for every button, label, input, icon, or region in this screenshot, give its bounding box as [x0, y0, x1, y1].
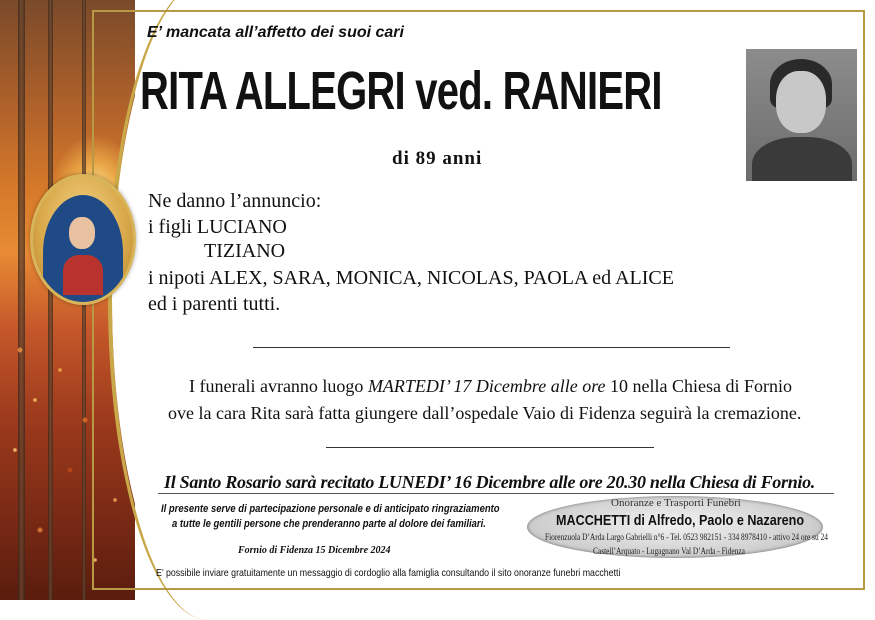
announcement-line: ed i parenti tutti.	[148, 293, 281, 315]
divider	[253, 347, 730, 348]
undertaker-header: Onoranze e Trasporti Funebri	[611, 497, 741, 509]
thanks-line: Il presente serve di partecipazione personale e di anticipato ringraziamento	[161, 503, 500, 515]
madonna-robe	[63, 255, 103, 295]
madonna-icon	[30, 174, 136, 305]
place-date: Fornio di Fidenza 15 Dicembre 2024	[238, 545, 391, 556]
divider	[326, 447, 654, 448]
undertaker-address: Fiorenzuola D’Arda Largo Gabrielli n°6 - Tel. 0523 982151 - 334 8978410 - attivo 24 ore su 24	[545, 532, 828, 542]
footer-note: E’ possibile inviare gratuitamente un messaggio di cordoglio alla famiglia consultando il sito onoranze funebri macchetti	[156, 567, 621, 579]
announcement-line: i figli LUCIANO	[148, 216, 287, 238]
announcement-line: TIZIANO	[204, 240, 286, 262]
undertaker-name: MACCHETTI di Alfredo, Paolo e Nazareno	[556, 512, 805, 529]
portrait-body	[752, 137, 852, 181]
deceased-portrait-photo	[746, 49, 857, 181]
funeral-line	[189, 374, 792, 398]
funeral-date: MARTEDI’ 17 Dicembre alle ore	[367, 376, 606, 396]
thanks-line: a tutte le gentili persone che prenderanno parte al dolore dei familiari.	[172, 518, 486, 530]
deceased-name: RITA ALLEGRI ved. RANIERI	[140, 61, 662, 121]
announcement-line: i nipoti ALEX, SARA, MONICA, NICOLAS, PAOLA ed ALICE	[148, 267, 674, 289]
rosary-underline	[158, 493, 834, 494]
madonna-face	[69, 217, 95, 249]
funeral-text: 10 nella Chiesa di Fornio	[605, 376, 793, 396]
announcement-line: Ne danno l’annuncio:	[148, 190, 322, 212]
rosary-notice: Il Santo Rosario sarà recitato LUNEDI’ 16 Dicembre alle ore 20.30 nella Chiesa di Fornio.	[164, 472, 815, 492]
undertaker-towns: Castell’Arquato - Lugagnano Val D’Arda - Fidenza	[593, 546, 745, 556]
deceased-age: di 89 anni	[392, 148, 483, 169]
intro-text: E’ mancata all’affetto dei suoi cari	[147, 24, 404, 41]
portrait-face	[776, 71, 826, 133]
funeral-line: ove la cara Rita sarà fatta giungere dall’ospedale Vaio di Fidenza seguirà la cremazione.	[168, 403, 802, 423]
funeral-text: I funerali avranno luogo	[189, 376, 368, 396]
